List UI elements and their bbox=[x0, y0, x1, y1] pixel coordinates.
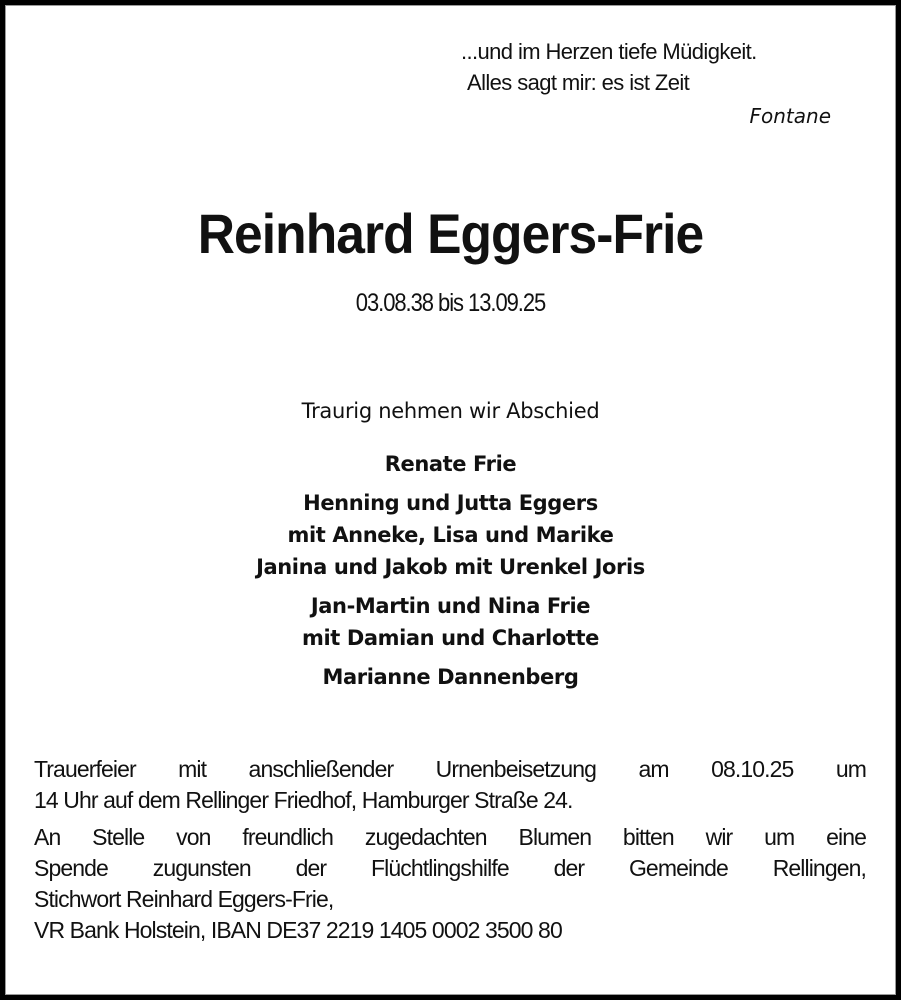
ceremony-details bbox=[34, 754, 866, 816]
mourner-group bbox=[6, 487, 895, 583]
ceremony-line-1: Trauerfeier mit anschließender Urnenbeisetzung am 08.10.25 um bbox=[34, 756, 866, 782]
farewell-intro: Traurig nehmen wir Abschied bbox=[301, 399, 600, 423]
deceased-name: Reinhard Eggers-Frie bbox=[197, 202, 704, 265]
service-info bbox=[34, 754, 866, 952]
life-dates: 03.08.38 bis 13.09.25 bbox=[355, 289, 546, 317]
mourner-line: mit Damian und Charlotte bbox=[301, 626, 600, 650]
mourner-line: Henning und Jutta Eggers bbox=[303, 491, 598, 515]
donation-line-1: An Stelle von freundlich zugedachten Blumen bitten wir um eine bbox=[34, 824, 866, 850]
mourner-line: Jan-Martin und Nina Frie bbox=[310, 594, 591, 618]
donation-bank-iban: VR Bank Holstein, IBAN DE37 2219 1405 0002 3500 80 bbox=[34, 917, 562, 943]
ceremony-line-2: 14 Uhr auf dem Rellinger Friedhof, Hamburger Straße 24. bbox=[34, 787, 573, 813]
quote-line-2: Alles sagt mir: es ist Zeit bbox=[467, 70, 690, 95]
mourners-list bbox=[6, 448, 895, 700]
quote-line-1: ...und im Herzen tiefe Müdigkeit. bbox=[461, 39, 757, 64]
mourner-group bbox=[6, 590, 895, 654]
donation-line-3: Stichwort Reinhard Eggers-Frie, bbox=[34, 886, 334, 912]
mourner-group bbox=[6, 661, 895, 693]
mourner-line: Marianne Dannenberg bbox=[322, 665, 579, 689]
mourner-group bbox=[6, 448, 895, 480]
mourner-line: mit Anneke, Lisa und Marike bbox=[287, 523, 614, 547]
epigraph-quote bbox=[461, 36, 851, 132]
donation-line-2: Spende zugunsten der Flüchtlingshilfe der Gemeinde Rellingen, bbox=[34, 855, 866, 881]
quote-author: Fontane bbox=[749, 104, 831, 128]
obituary-notice bbox=[5, 5, 896, 995]
mourner-line: Renate Frie bbox=[384, 452, 517, 476]
donation-details bbox=[34, 822, 866, 946]
mourner-line: Janina und Jakob mit Urenkel Joris bbox=[256, 555, 645, 579]
